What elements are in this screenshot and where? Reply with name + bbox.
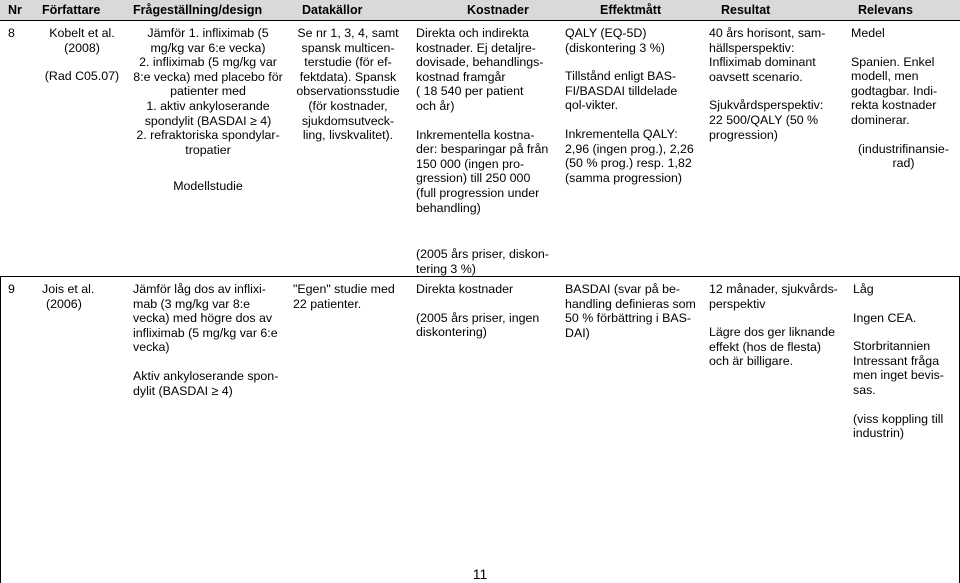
result-line: hällsperspektiv:: [709, 40, 795, 55]
design-line: 1. aktiv ankyloserande: [146, 98, 270, 113]
row9-effektmatt: [565, 282, 705, 340]
row8-relevans: Medel Spanien. Enkel modell, men godtagbar. Indi- rekta kostnader dominerar. (industrifinansie- rad): [851, 26, 956, 171]
relevance-line: (viss koppling till: [853, 411, 944, 426]
header-resultat: Resultat: [721, 3, 771, 17]
row8-kostnader-priser: [416, 247, 561, 276]
relevance-line: Intressant fråga: [853, 353, 940, 368]
relevance-line: Spanien. Enkel: [851, 54, 935, 69]
data-source-line: (för kostnader,: [308, 98, 388, 113]
result-line: Lägre dos ger liknande: [709, 325, 836, 340]
cost-line: Inkrementella kostna-: [416, 127, 535, 142]
header-datakallor: Datakällor: [302, 3, 363, 17]
row9-nr: 9: [8, 282, 15, 296]
result-line: 40 års horisont, sam-: [709, 26, 826, 40]
result-line: Infliximab dominant: [709, 55, 816, 70]
relevance-line: rad): [892, 156, 915, 171]
row-divider: [0, 276, 960, 277]
header-effektmatt: Effektmått: [600, 3, 662, 17]
result-line: progression): [709, 127, 778, 142]
cost-line: (full progression under: [416, 185, 540, 200]
row8-nr: 8: [8, 26, 15, 40]
cost-line: kostnad framgår: [416, 69, 506, 84]
table-header-row: [0, 0, 960, 21]
result-line: Sjukvårdsperspektiv:: [709, 98, 824, 113]
effect-line: (50 % prog.) resp. 1,82: [565, 156, 692, 171]
relevance-line: industrin): [853, 426, 904, 441]
design-line: Aktiv ankyloserande spon-: [133, 368, 279, 383]
cost-line: der: besparingar på från: [416, 142, 549, 157]
row8-author: Kobelt et al. (2008) (Rad C05.07): [44, 26, 120, 84]
relevance-line: dominerar.: [851, 112, 910, 127]
design-line: Jämför 1. infliximab (5: [147, 26, 269, 40]
row9-author: Jois et al. (2006): [42, 282, 95, 311]
effect-line: (samma progression): [565, 170, 683, 185]
effect-line: Inkrementella QALY:: [565, 126, 678, 141]
cost-line: kostnader. Ej detaljre-: [416, 40, 536, 55]
cost-line: (2005 års priser, ingen: [416, 310, 540, 325]
row8-effektmatt: [565, 26, 705, 185]
cost-line: Direkta och indirekta: [416, 26, 529, 40]
design-line: 8:e vecka) med placebo för: [133, 69, 283, 84]
relevance-line: men inget bevis-: [853, 368, 944, 383]
row8-resultat: [709, 26, 839, 142]
cost-line: 150 000 (ingen pro-: [416, 156, 525, 171]
row8-datakallor: [293, 26, 403, 143]
row9-kostnader: Direkta kostnader (2005 års priser, ingen diskontering): [416, 282, 556, 340]
result-line: 12 månader, sjukvårds-: [709, 282, 838, 296]
data-source-line: observationsstudie: [296, 84, 400, 99]
header-nr: Nr: [8, 3, 22, 17]
effect-line: (diskontering 3 %): [565, 40, 665, 55]
design-line: 2. refraktoriska spondylar-: [136, 128, 280, 143]
design-line: mab (3 mg/kg var 8:e: [133, 296, 251, 311]
data-source-line: ling, livskvalitet).: [302, 128, 394, 143]
row9-relevans: Låg Ingen CEA. Storbritannien Intressant fråga men inget bevis- sas. (viss koppling till industrin): [853, 282, 958, 441]
result-line: oavsett scenario.: [709, 69, 803, 84]
cost-line: (2005 års priser, diskon-: [416, 247, 549, 261]
relevance-line: rekta kostnader: [851, 98, 937, 113]
design-line: Jämför låg dos av inflixi-: [133, 282, 266, 296]
cost-line: gression) till 250 000: [416, 171, 531, 186]
effect-line: qol-vikter.: [565, 98, 619, 113]
data-source-line: Se nr 1, 3, 4, samt: [297, 26, 399, 40]
cost-line: tering 3 %): [416, 261, 476, 276]
relevance-line: godtagbar. Indi-: [851, 83, 938, 98]
effect-line: Tillstånd enligt BAS-: [565, 69, 677, 84]
data-source-line: sjukdomsutveck-: [301, 113, 395, 128]
header-forfattare: Författare: [42, 3, 101, 17]
effect-line: 2,96 (ingen prog.), 2,26: [565, 141, 694, 156]
row8-kostnader: [416, 26, 556, 215]
cost-line: diskontering): [416, 325, 487, 340]
relevance-line: (industrifinansie-: [858, 141, 949, 156]
design-line: 2. infliximab (5 mg/kg var: [139, 55, 277, 70]
design-line: mg/kg var 6:e vecka): [150, 40, 266, 55]
result-line: perspektiv: [709, 296, 766, 311]
design-line: spondylit (BASDAI ≥ 4): [144, 113, 272, 128]
effect-line: 50 % förbättring i BAS-: [565, 311, 692, 326]
design-line: patienter med: [170, 84, 246, 99]
cost-line: dovisade, behandlings-: [416, 55, 544, 70]
design-line: vecka): [133, 340, 170, 355]
result-line: effekt (hos de flesta): [709, 339, 822, 354]
design-line: vecka) med högre dos av: [133, 311, 273, 326]
header-relevans: Relevans: [858, 3, 913, 17]
page-number: 11: [472, 566, 488, 582]
data-source-line: 22 patienter.: [293, 296, 362, 311]
effect-line: QALY (EQ-5D): [565, 26, 647, 40]
effect-line: DAI): [565, 325, 590, 340]
row9-datakallor: [293, 282, 403, 311]
effect-line: FI/BASDAI tilldelade: [565, 83, 678, 98]
cost-line: ( 18 540 per patient: [416, 84, 524, 99]
data-source-line: "Egen" studie med: [293, 282, 395, 296]
row9-design: [133, 282, 283, 398]
header-fragestallning: Frågeställning/design: [133, 3, 263, 17]
data-source-line: terstudie (för ef-: [304, 55, 392, 70]
row9-resultat: [709, 282, 839, 369]
row8-design: Jämför 1. infliximab (5 mg/kg var 6:e vecka) 2. infliximab (5 mg/kg var 8:e vecka) med placebo för patienter med 1. aktiv ankyloserande spondylit (BASDAI ≥ 4) 2. refraktoriska spondylar- tropatier Modellstudie: [133, 26, 283, 194]
design-line: dylit (BASDAI ≥ 4): [133, 383, 233, 398]
relevance-line: sas.: [853, 382, 876, 397]
design-line: tropatier: [185, 142, 231, 157]
row8-design-text: [133, 26, 283, 157]
relevance-line: modell, men: [851, 69, 919, 84]
effect-line: BASDAI (svar på be-: [565, 282, 681, 296]
relevance-line: Storbritannien: [853, 339, 931, 354]
result-line: 22 500/QALY (50 %: [709, 112, 819, 127]
design-line: infliximab (5 mg/kg var 6:e: [133, 325, 278, 340]
cost-line: behandling): [416, 200, 481, 215]
table-border: [0, 276, 1, 583]
cost-line: och år): [416, 98, 455, 113]
effect-line: handling definieras som: [565, 296, 696, 311]
data-source-line: fektdata). Spansk: [299, 69, 397, 84]
header-kostnader: Kostnader: [467, 3, 529, 17]
data-source-line: spansk multicen-: [301, 40, 395, 55]
result-line: och är billigare.: [709, 354, 794, 369]
